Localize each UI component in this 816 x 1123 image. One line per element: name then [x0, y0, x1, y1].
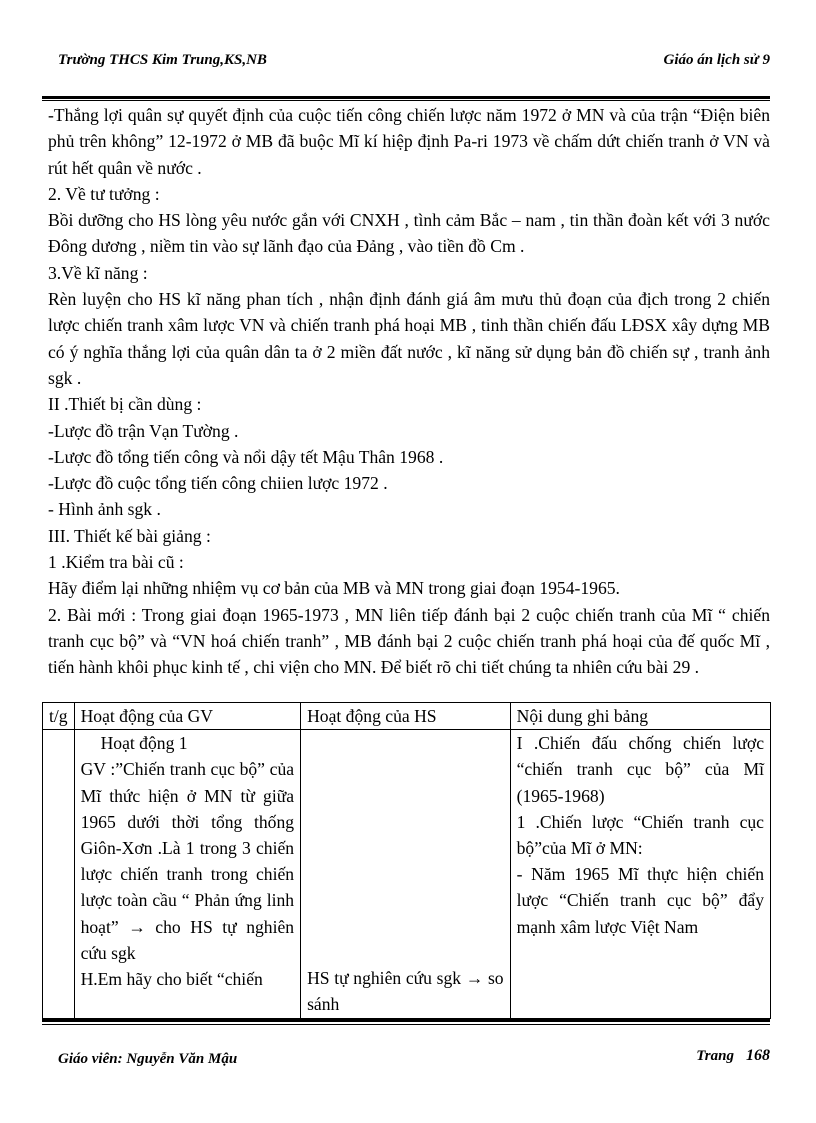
review-question: Hãy điểm lại những nhiệm vụ cơ bản của MB và MN trong giai đoạn 1954-1965. — [48, 578, 620, 599]
equipment-item: - Hình ảnh sgk . — [48, 499, 161, 520]
board-point: - Năm 1965 Mĩ thực hiện chiến lược “Chiến tranh cục bộ” đẩy mạnh xâm lược Việt Nam — [516, 864, 764, 937]
teacher-name: Giáo viên: Nguyễn Văn Mậu — [58, 1051, 238, 1067]
lesson-body — [48, 102, 770, 681]
board-content-cell — [510, 730, 770, 1018]
teacher-question: H.Em hãy cho biết “chiến — [80, 969, 263, 990]
equipment-item: -Lược đồ cuộc tổng tiến công chiien lược 1972 . — [48, 473, 388, 494]
board-subsection-title: 1 .Chiến lược “Chiến tranh cục bộ”của Mĩ ở MN: — [516, 811, 764, 859]
teacher-activity-text: GV :”Chiến tranh cục bộ” của Mĩ thức hiện ở MN từ giữa 1965 dưới thời tổng thống Giôn-Xơn .Là 1 trong 3 chiến lược chiến tranh trong chiến lược toàn cầu “ Phản ứng linh hoạt” → cho HS tự nghiên cứu sgk — [80, 759, 295, 963]
paragraph-new-lesson: 2. Bài mới : Trong giai đoạn 1965-1973 , MN liên tiếp đánh bại 2 cuộc chiến tranh của Mĩ “ chiến tranh cục bộ” và “VN hoá chiến tranh” , MB đánh bại 2 cuộc chiến tranh phá hoại của đế quốc Mĩ , tiến hành khôi phục kinh tế , chi viện cho MN. Để biết rõ chi tiết chúng ta nhiên cứu bài 29 . — [48, 604, 770, 678]
column-header-teacher: Hoạt động của GV — [74, 703, 301, 730]
page-footer — [58, 1047, 770, 1073]
header-rule-thin — [42, 100, 770, 101]
document-title: Giáo án lịch sử 9 — [663, 52, 770, 68]
column-header-time: t/g — [43, 703, 75, 730]
page-number: 168 — [746, 1047, 770, 1064]
column-header-content: Nội dung ghi bảng — [510, 703, 770, 730]
page-header — [58, 52, 770, 76]
student-activity-cell — [301, 730, 511, 1018]
activity-heading: Hoạt động 1 — [100, 733, 188, 754]
table-row — [43, 730, 771, 1018]
paragraph-ideology: Bồi dưỡng cho HS lòng yêu nước gắn với CNXH , tình cảm Bắc – nam , tin thần đoàn kết với 3 nước Đông dương , niềm tin vào sự lãnh đạo của Đảng , vào tiền đồ Cm . — [48, 210, 770, 257]
heading-ideology: 2. Về tư tưởng : — [48, 183, 160, 204]
column-header-student: Hoạt động của HS — [301, 703, 511, 730]
school-name: Trường THCS Kim Trung,KS,NB — [58, 52, 267, 68]
heading-equipment: II .Thiết bị cần dùng : — [48, 394, 202, 415]
student-activity-text: HS tự nghiên cứu sgk → so sánh — [307, 968, 504, 1015]
paragraph-military-victory: -Thắng lợi quân sự quyết định của cuộc tiến công chiến lược năm 1972 ở MN và của trận “Điện biên phủ trên không” 12-1972 ở MB đã buộc Mĩ kí hiệp định Pa-ri 1973 về chấm dứt chiến tranh ở VN và rút hết quân về nước . — [48, 105, 770, 178]
footer-rule-thick — [42, 1019, 770, 1022]
header-rule-thick — [42, 96, 770, 99]
board-section-title: I .Chiến đấu chống chiến lược “chiến tranh cục bộ” của Mĩ (1965-1968) — [516, 733, 764, 806]
table-header-row — [43, 703, 771, 730]
lesson-plan-table — [42, 702, 771, 1019]
equipment-item: -Lược đồ trận Vạn Tường . — [48, 420, 239, 441]
paragraph-skills: Rèn luyện cho HS kĩ năng phan tích , nhận định đánh giá âm mưu thủ đoạn của địch trong 2 chiến lược chiến tranh xâm lược VN và chiến tranh phá hoại MB , tinh thần chiến đấu LĐSX xây dựng MB có ý nghĩa thắng lợi của quân dân ta ở 2 miền đất nước , kĩ năng sử dụng bản đồ chiến sự , tranh ảnh sgk . — [48, 289, 770, 388]
footer-rule-thin — [42, 1024, 770, 1025]
page-indicator — [696, 1047, 770, 1065]
equipment-item: -Lược đồ tổng tiến công và nổi dậy tết Mậu Thân 1968 . — [48, 446, 444, 467]
time-cell — [43, 730, 75, 1018]
heading-lesson-design: III. Thiết kế bài giảng : — [48, 525, 211, 546]
heading-skills: 3.Về kĩ năng : — [48, 262, 148, 283]
heading-review: 1 .Kiểm tra bài cũ : — [48, 552, 184, 573]
page-label: Trang — [696, 1048, 734, 1064]
teacher-activity-cell — [74, 730, 301, 1018]
